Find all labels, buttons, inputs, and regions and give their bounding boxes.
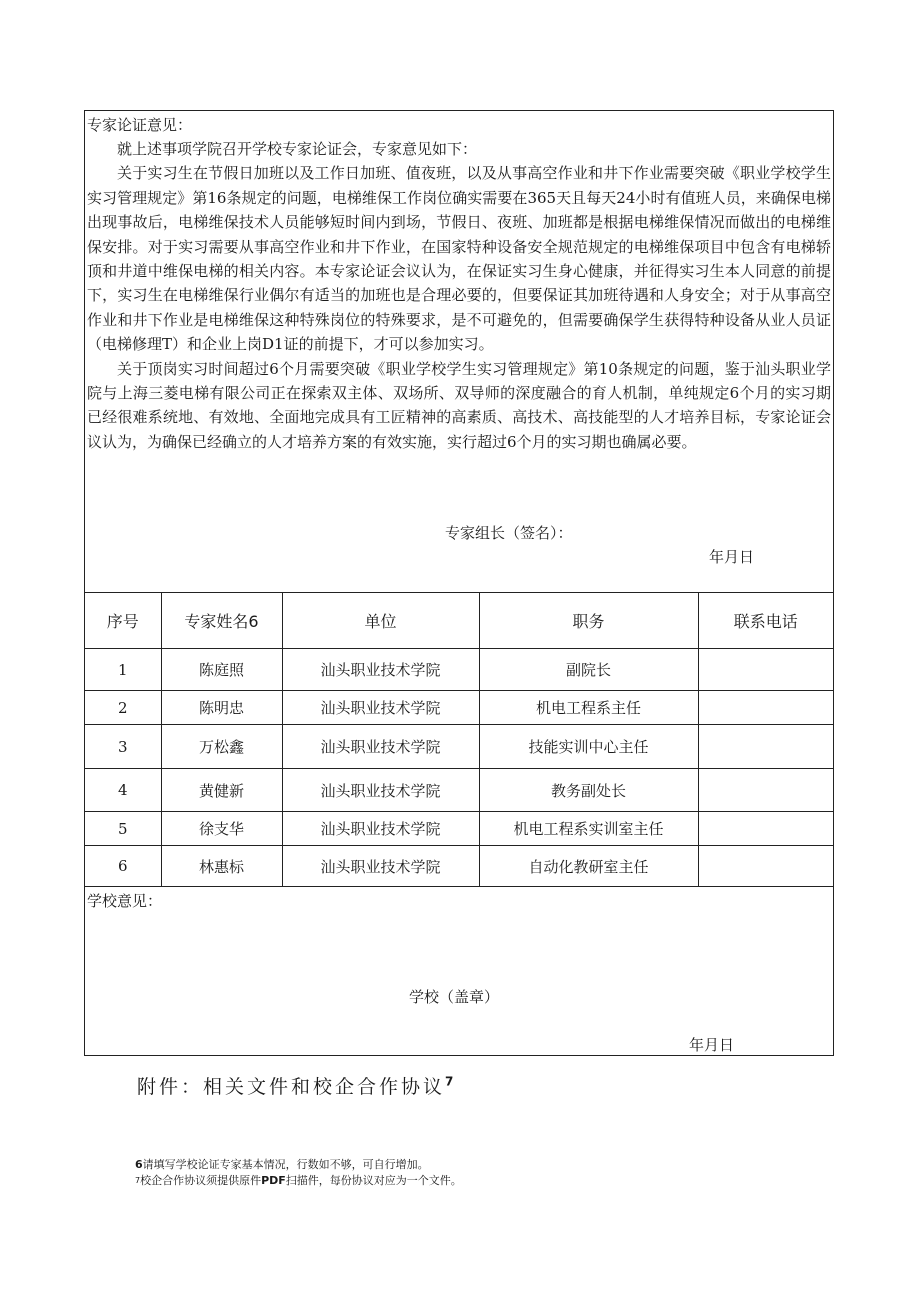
row-title: 自动化教研室主任 bbox=[479, 846, 698, 887]
school-opinion-section bbox=[85, 887, 833, 1055]
opinion-paragraph-duration: 关于顶岗实习时间超过6个月需要突破《职业学校学生实习管理规定》第10条规定的问题，鉴于汕头职业学院与上海三菱电梯有限公司正在探索双主体、双场所、双导师的深度融合的育人机制，单纯规定6个月的实习期已经很难系统地、有效地、全面地完成具有工匠精神的高素质、高技术、高技能型的人才培养目标，专家论证会议认为，为确保已经确立的人才培养方案的有效实施，实行超过6个月的实习期也确属必要。 bbox=[87, 359, 831, 451]
footnote-text: 请填写学校论证专家基本情况，行数如不够，可自行增加。 bbox=[142, 1158, 429, 1171]
footnote-text-after: 扫描件，每份协议对应为一个文件。 bbox=[285, 1174, 462, 1187]
row-name: 陈庭照 bbox=[161, 649, 282, 691]
row-phone bbox=[698, 846, 833, 887]
header-phone: 联系电话 bbox=[698, 593, 833, 649]
footnote-mark: 7 bbox=[135, 1176, 141, 1185]
table-row bbox=[85, 649, 833, 691]
form-frame bbox=[84, 110, 834, 1056]
row-unit: 汕头职业技术学院 bbox=[282, 649, 479, 691]
school-seal-label: 学校（盖章） bbox=[409, 988, 500, 1006]
row-unit: 汕头职业技术学院 bbox=[282, 725, 479, 769]
row-number: 4 bbox=[85, 769, 161, 812]
row-title: 机电工程系主任 bbox=[479, 691, 698, 725]
row-phone bbox=[698, 812, 833, 846]
school-opinion-date: 年月日 bbox=[689, 1036, 735, 1054]
row-name: 万松鑫 bbox=[161, 725, 282, 769]
row-title: 机电工程系实训室主任 bbox=[479, 812, 698, 846]
footnote-text: 校企合作协议须提供原件 bbox=[140, 1174, 262, 1187]
row-title: 教务副处长 bbox=[479, 769, 698, 812]
row-phone bbox=[698, 691, 833, 725]
row-unit: 汕头职业技术学院 bbox=[282, 812, 479, 846]
row-name: 黄健新 bbox=[161, 769, 282, 812]
row-name: 徐支华 bbox=[161, 812, 282, 846]
footnote-mark: 6 bbox=[135, 1158, 143, 1171]
row-number: 6 bbox=[85, 846, 161, 887]
header-number: 序号 bbox=[85, 593, 161, 649]
opinion-paragraph-intro: 就上述事项学院召开学校专家论证会，专家意见如下： bbox=[117, 140, 478, 158]
row-number: 2 bbox=[85, 691, 161, 725]
table-row bbox=[85, 812, 833, 846]
attachment-line bbox=[137, 1072, 453, 1099]
row-unit: 汕头职业技术学院 bbox=[282, 691, 479, 725]
row-phone bbox=[698, 649, 833, 691]
row-unit: 汕头职业技术学院 bbox=[282, 846, 479, 887]
row-name: 陈明忠 bbox=[161, 691, 282, 725]
expert-opinion-date: 年月日 bbox=[709, 548, 755, 566]
expert-table-header bbox=[85, 593, 833, 649]
opinion-paragraph-overtime: 关于实习生在节假日加班以及工作日加班、值夜班，以及从事高空作业和井下作业需要突破《职业学校学生实习管理规定》第16条规定的问题，电梯维保工作岗位确实需要在365天且每天24小时有值班人员，来确保电梯出现事故后，电梯维保技术人员能够短时间内到场，节假日、夜班、加班都是根据电梯维保情况而做出的电梯维保安排。对于实习需要从事高空作业和井下作业，在国家特种设备安全规范规定的电梯维保项目中包含有电梯轿顶和井道中维保电梯的相关内容。本专家论证会议认为，在保证实习生身心健康，并征得实习生本人同意的前提下，实习生在电梯维保行业偶尔有适当的加班也是合理必要的，但要保证其加班待遇和人身安全；对于从事高空作业和井下作业是电梯维保这种特殊岗位的特殊要求，是不可避免的，但需要确保学生获得特种设备从业人员证（电梯修理T）和企业上岗D1证的前提下，才可以参加实习。 bbox=[87, 164, 831, 354]
footnote-6 bbox=[135, 1157, 429, 1173]
header-title: 职务 bbox=[479, 593, 698, 649]
expert-table bbox=[85, 593, 833, 887]
row-number: 3 bbox=[85, 725, 161, 769]
header-unit: 单位 bbox=[282, 593, 479, 649]
expert-opinion-section bbox=[85, 111, 833, 593]
row-phone bbox=[698, 725, 833, 769]
table-row bbox=[85, 846, 833, 887]
table-row bbox=[85, 691, 833, 725]
footnote-7 bbox=[135, 1173, 462, 1189]
leader-signature-label: 专家组长（签名）： bbox=[445, 524, 573, 542]
table-row bbox=[85, 769, 833, 812]
header-name: 专家姓名6 bbox=[161, 593, 282, 649]
expert-opinion-label: 专家论证意见： bbox=[87, 116, 193, 134]
table-row bbox=[85, 725, 833, 769]
row-number: 1 bbox=[85, 649, 161, 691]
footnote-pdf: PDF bbox=[261, 1174, 286, 1187]
school-opinion-label: 学校意见： bbox=[87, 892, 163, 910]
row-phone bbox=[698, 769, 833, 812]
row-name: 林惠标 bbox=[161, 846, 282, 887]
attachment-footnote-mark: 7 bbox=[445, 1074, 454, 1089]
row-unit: 汕头职业技术学院 bbox=[282, 769, 479, 812]
row-title: 副院长 bbox=[479, 649, 698, 691]
expert-opinion-body bbox=[87, 137, 831, 454]
row-number: 5 bbox=[85, 812, 161, 846]
row-title: 技能实训中心主任 bbox=[479, 725, 698, 769]
attachment-text: 附件：相关文件和校企合作协议 bbox=[137, 1076, 446, 1098]
